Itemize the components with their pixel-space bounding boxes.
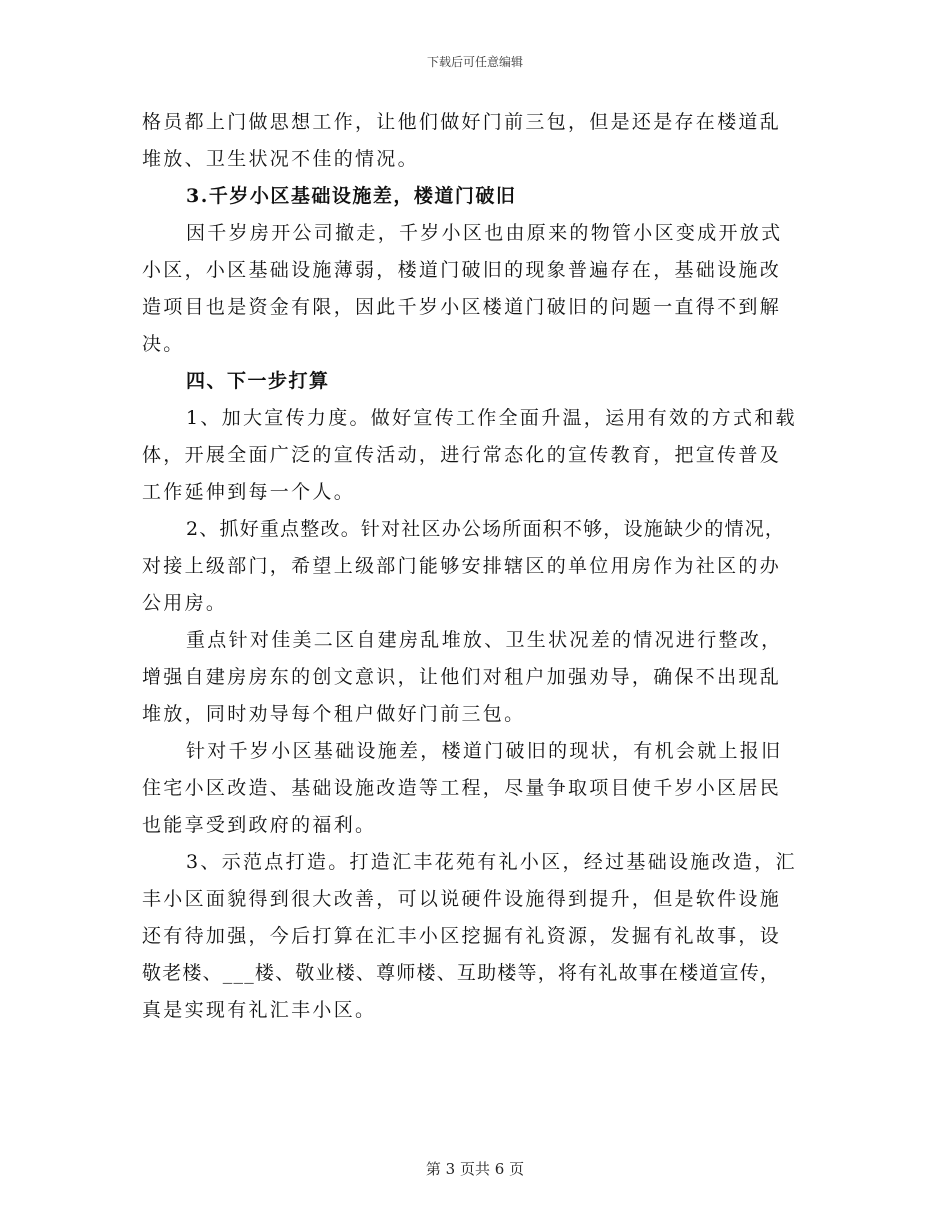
text-line: 公用房。 xyxy=(142,592,228,614)
paragraph-qiansui-infrastructure xyxy=(142,215,822,363)
text-line: 堆放，同时劝导每个租户做好门前三包。 xyxy=(142,703,526,725)
text-line: 针对千岁小区基础设施差，楼道门破旧的现状，有机会就上报旧 xyxy=(186,740,783,762)
text-line: 3、示范点打造。打造汇丰花苑有礼小区，经过基础设施改造，汇 xyxy=(186,851,797,873)
text-line: 对接上级部门，希望上级部门能够安排辖区的单位用房作为社区的办 xyxy=(142,555,782,577)
text-line: 工作延伸到每一个人。 xyxy=(142,481,356,503)
page-header-note: 下载后可任意编辑 xyxy=(426,55,523,69)
paragraph-demonstration xyxy=(142,844,822,1029)
text-line: 1、加大宣传力度。做好宣传工作全面升温，运用有效的方式和载 xyxy=(186,407,797,429)
section-heading-qiansui: 3.千岁小区基础设施差，楼道门破旧 xyxy=(186,185,517,207)
section-heading-next-steps: 四、下一步打算 xyxy=(186,370,330,392)
text-line: 住宅小区改造、基础设施改造等工程，尽量争取项目使千岁小区居民 xyxy=(142,777,782,799)
text-line: 丰小区面貌得到很大改善，可以说硬件设施得到提升，但是软件设施 xyxy=(142,888,782,910)
text-line: 造项目也是资金有限，因此千岁小区楼道门破旧的问题一直得不到解 xyxy=(142,296,782,318)
text-line: 格员都上门做思想工作，让他们做好门前三包，但是还是存在楼道乱 xyxy=(142,111,782,133)
text-line: 也能享受到政府的福利。 xyxy=(142,814,377,836)
paragraph-rectification xyxy=(142,511,822,622)
text-line: 还有待加强，今后打算在汇丰小区挖掘有礼资源，发掘有礼故事，设 xyxy=(142,925,782,947)
paragraph-qiansui-renovation xyxy=(142,733,822,844)
text-line: 体，开展全面广泛的宣传活动，进行常态化的宣传教育，把宣传普及 xyxy=(142,444,782,466)
text-line: 重点针对佳美二区自建房乱堆放、卫生状况差的情况进行整改， xyxy=(186,629,783,651)
text-line: 小区，小区基础设施薄弱，楼道门破旧的现象普遍存在，基础设施改 xyxy=(142,259,782,281)
text-line: 2、抓好重点整改。针对社区办公场所面积不够，设施缺少的情况， xyxy=(186,518,786,540)
text-line: 堆放、卫生状况不佳的情况。 xyxy=(142,148,419,170)
text-line: 决。 xyxy=(142,333,185,355)
text-line: 敬老楼、___楼、敬业楼、尊师楼、互助楼等，将有礼故事在楼道宣传， xyxy=(142,962,781,984)
text-line: 因千岁房开公司撤走，千岁小区也由原来的物管小区变成开放式 xyxy=(186,222,783,244)
paragraph-grid-workers xyxy=(142,104,822,178)
text-line: 真是实现有礼汇丰小区。 xyxy=(142,999,377,1021)
paragraph-publicity xyxy=(142,400,822,511)
text-line: 增强自建房房东的创文意识，让他们对租户加强劝导，确保不出现乱 xyxy=(142,666,782,688)
document-body xyxy=(142,104,822,1029)
page-footer-number: 第 3 页共 6 页 xyxy=(425,1160,525,1178)
paragraph-jiamei-housing xyxy=(142,622,822,733)
